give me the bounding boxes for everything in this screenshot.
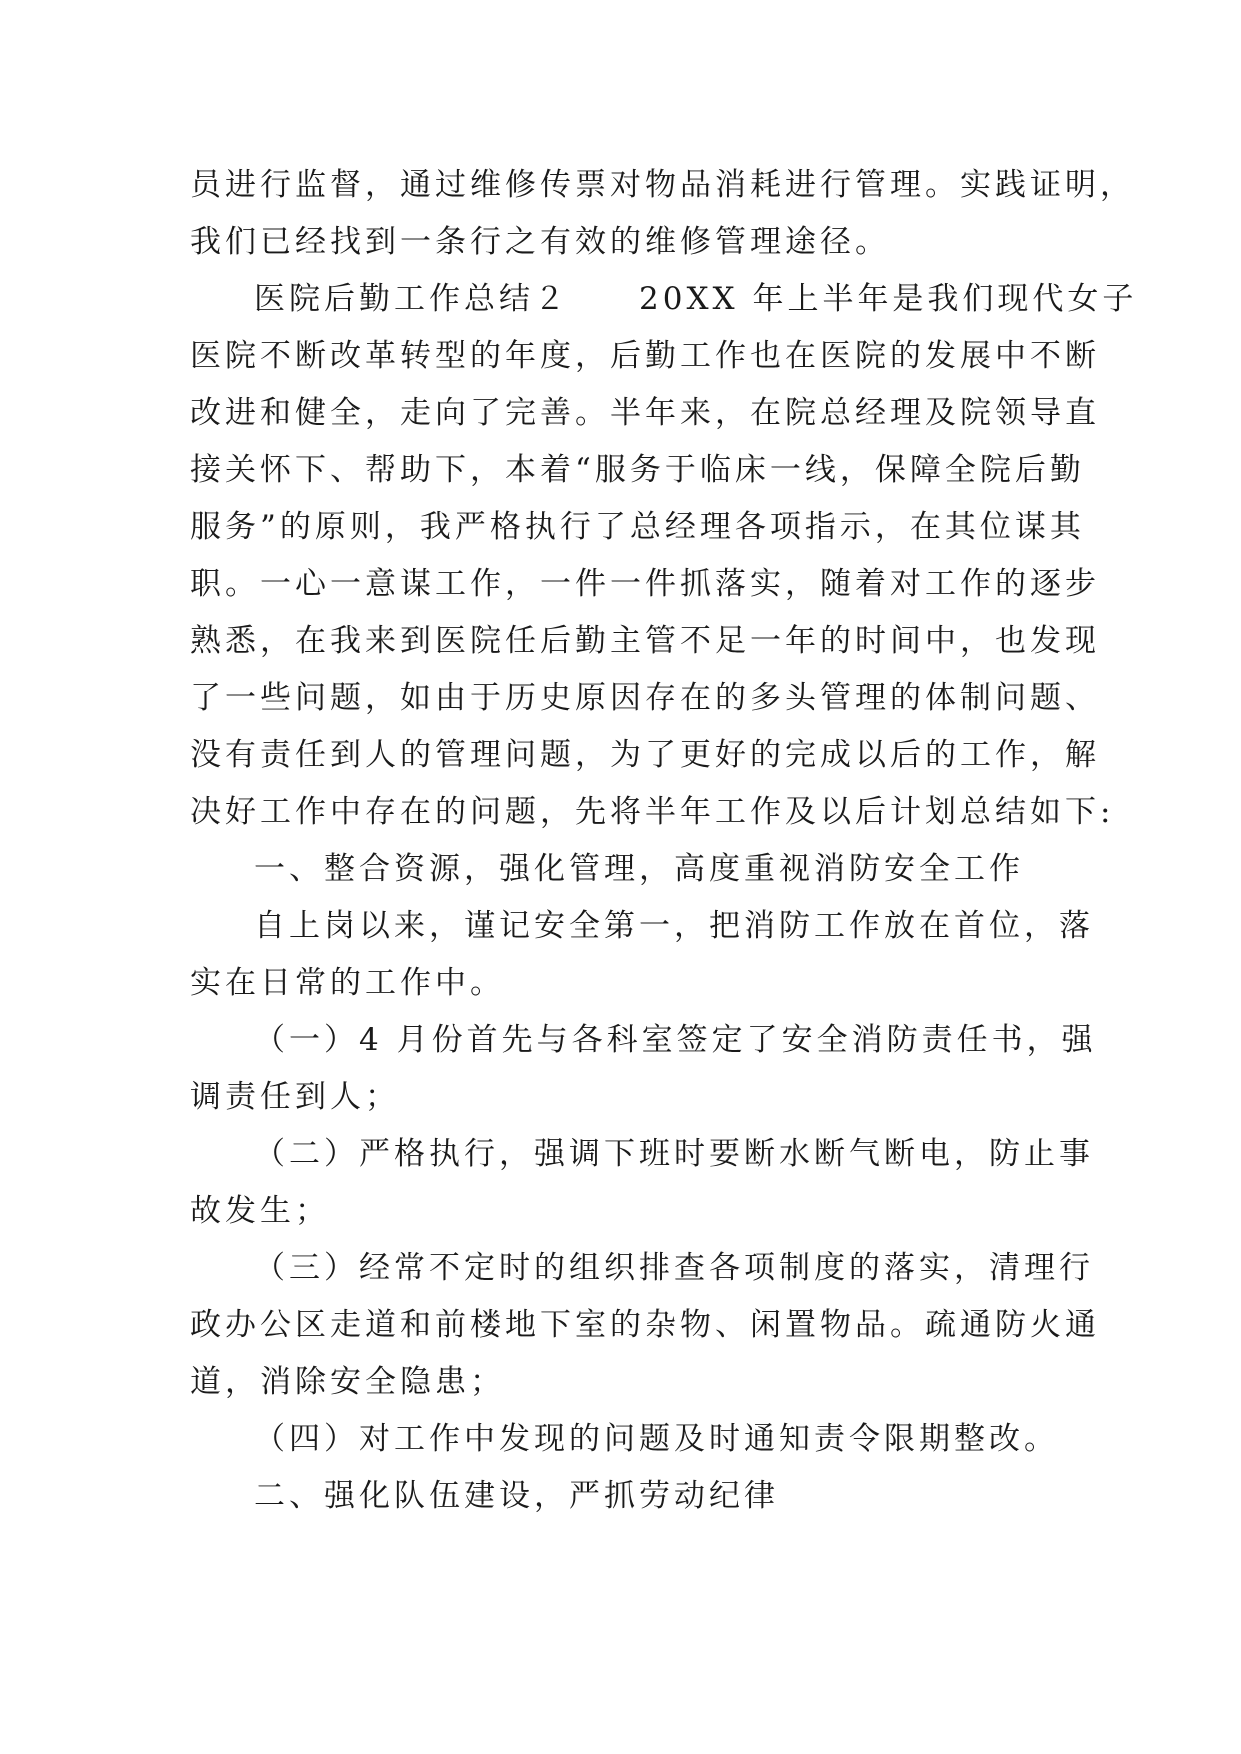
- list-item: （二）严格执行，强调下班时要断水断气断电，防止事: [254, 1136, 1094, 1172]
- text-line: 改进和健全，走向了完善。半年来，在院总经理及院领导直: [190, 395, 1100, 431]
- text-line: 服务”的原则，我严格执行了总经理各项指示，在其位谋其: [190, 509, 1085, 545]
- text-line: 了一些问题，如由于历史原因存在的多头管理的体制问题、: [190, 680, 1100, 716]
- text-line: 政办公区走道和前楼地下室的杂物、闲置物品。疏通防火通: [190, 1307, 1100, 1343]
- list-item: （一）4 月份首先与各科室签定了安全消防责任书，强: [254, 1022, 1097, 1058]
- text-line: 自上岗以来，谨记安全第一，把消防工作放在首位，落: [254, 908, 1094, 944]
- list-item: （四）对工作中发现的问题及时通知责令限期整改。: [254, 1421, 1059, 1457]
- text-line: 我们已经找到一条行之有效的维修管理途径。: [190, 224, 890, 260]
- text-line: 员进行监督，通过维修传票对物品消耗进行管理。实践证明，: [190, 167, 1135, 203]
- section-heading: 一、整合资源，强化管理，高度重视消防安全工作: [254, 851, 1024, 887]
- text-line: 熟悉，在我来到医院任后勤主管不足一年的时间中，也发现: [190, 623, 1100, 659]
- text-line: 决好工作中存在的问题，先将半年工作及以后计划总结如下:: [190, 794, 1115, 830]
- list-item: （三）经常不定时的组织排查各项制度的落实，清理行: [254, 1250, 1094, 1286]
- text-line: 实在日常的工作中。: [190, 965, 505, 1001]
- text-line: 接关怀下、帮助下，本着“服务于临床一线，保障全院后勤: [190, 452, 1085, 488]
- section-heading: 二、强化队伍建设，严抓劳动纪律: [254, 1478, 779, 1514]
- text-line: 医院不断改革转型的年度，后勤工作也在医院的发展中不断: [190, 338, 1100, 374]
- text-line: 故发生；: [190, 1193, 330, 1229]
- text-line: 职。一心一意谋工作，一件一件抓落实，随着对工作的逐步: [190, 566, 1100, 602]
- text-line: 调责任到人；: [190, 1079, 400, 1115]
- text-line: 没有责任到人的管理问题，为了更好的完成以后的工作，解: [190, 737, 1100, 773]
- text-line: 道，消除安全隐患；: [190, 1364, 505, 1400]
- section-heading: 医院后勤工作总结２ 20XX 年上半年是我们现代女子: [254, 281, 1138, 317]
